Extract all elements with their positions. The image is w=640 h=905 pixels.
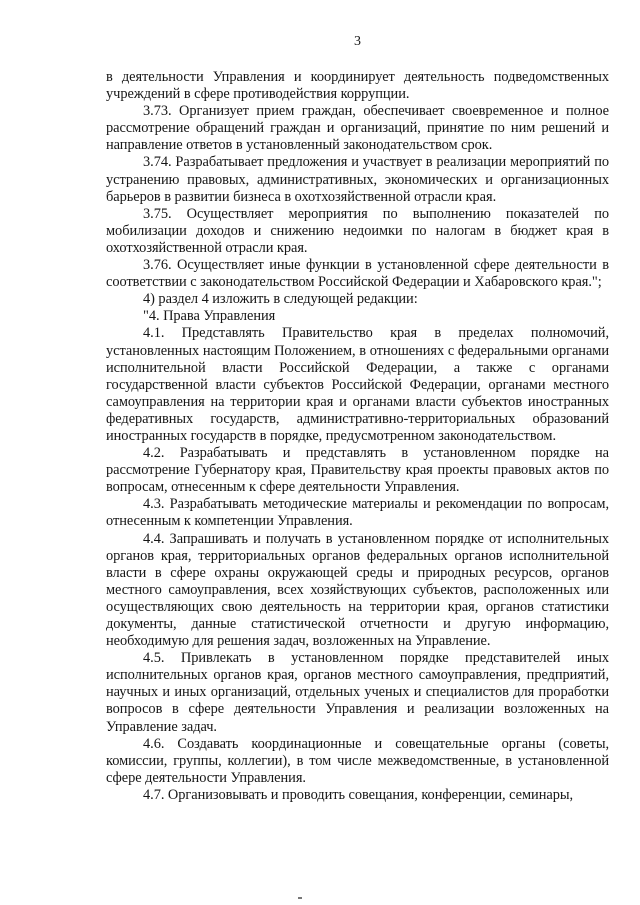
paragraph: 3.76. Осуществляет иные функции в установленной сфере деятельности в соответствии с законодательством Российской Федерации и Хабаровского края.";: [106, 257, 609, 291]
paragraph: 4.2. Разрабатывать и представлять в установленном порядке на рассмотрение Губернатору края, Правительству края проекты правовых актов по вопросам, отнесенным к сфере деятельности Управления.: [106, 445, 609, 496]
paragraph: в деятельности Управления и координирует деятельность подведомственных учреждений в сфере противодействия коррупции.: [106, 69, 609, 103]
paragraph: 4.3. Разрабатывать методические материалы и рекомендации по вопросам, отнесенным к компетенции Управления.: [106, 496, 609, 530]
paragraph: 4.6. Создавать координационные и совещательные органы (советы, комиссии, группы, коллегии), в том числе межведомственные, в установленной сфере деятельности Управления.: [106, 735, 609, 786]
paragraph: 4.5. Привлекать в установленном порядке представителей иных исполнительных органов края, органов местного самоуправления, предприятий, научных и иных организаций, отдельных ученых и специалистов для проработки вопросов в сфере деятельности Управления и реализации возложенных на Управление задач.: [106, 650, 609, 735]
page-number: 3: [354, 34, 361, 49]
paragraph: 4) раздел 4 изложить в следующей редакции:: [143, 291, 418, 308]
section-heading: "4. Права Управления: [143, 308, 276, 325]
paragraph: 3.75. Осуществляет мероприятия по выполнению показателей по мобилизации доходов и снижению недоимки по налогам в бюджет края в охотхозяйственной отрасли края.: [106, 205, 609, 256]
paragraph: 4.7. Организовывать и проводить совещания, конференции, семинары,: [143, 786, 574, 803]
paragraph: 3.74. Разрабатывает предложения и участвует в реализации мероприятий по устранению правовых, административных, экономических и организационных барьеров в развитии бизнеса в охотхозяйственной отрасли края.: [106, 154, 609, 205]
paragraph: 4.4. Запрашивать и получать в установленном порядке от исполнительных органов края, территориальных органов федеральных органов исполнительной власти в сфере охраны окружающей среды и природных ресурсов, органов местного самоуправления, всех хозяйствующих субъектов, расположенных или осуществляющих свою деятельность на территории края, органов статистики документы, данные статистической отчетности и другую информацию, необходимую для решения задач, возложенных на Управление.: [106, 530, 609, 650]
document-body: [106, 69, 609, 804]
paragraph: 3.73. Организует прием граждан, обеспечивает своевременное и полное рассмотрение обращений граждан и организаций, принятие по ним решений и направление ответов в установленный законодательством срок.: [106, 103, 609, 154]
paragraph: 4.1. Представлять Правительство края в пределах полномочий, установленных настоящим Положением, в отношениях с федеральными органами исполнительной власти Российской Федерации, а также с органами государственной власти субъектов Российской Федерации, органами местного самоуправления на территории края и органами власти субъектов иностранных федеративных государств, административно-территориальных образований иностранных государств в порядке, предусмотренном законодательством.: [106, 325, 609, 444]
scan-artifact: [298, 897, 302, 899]
